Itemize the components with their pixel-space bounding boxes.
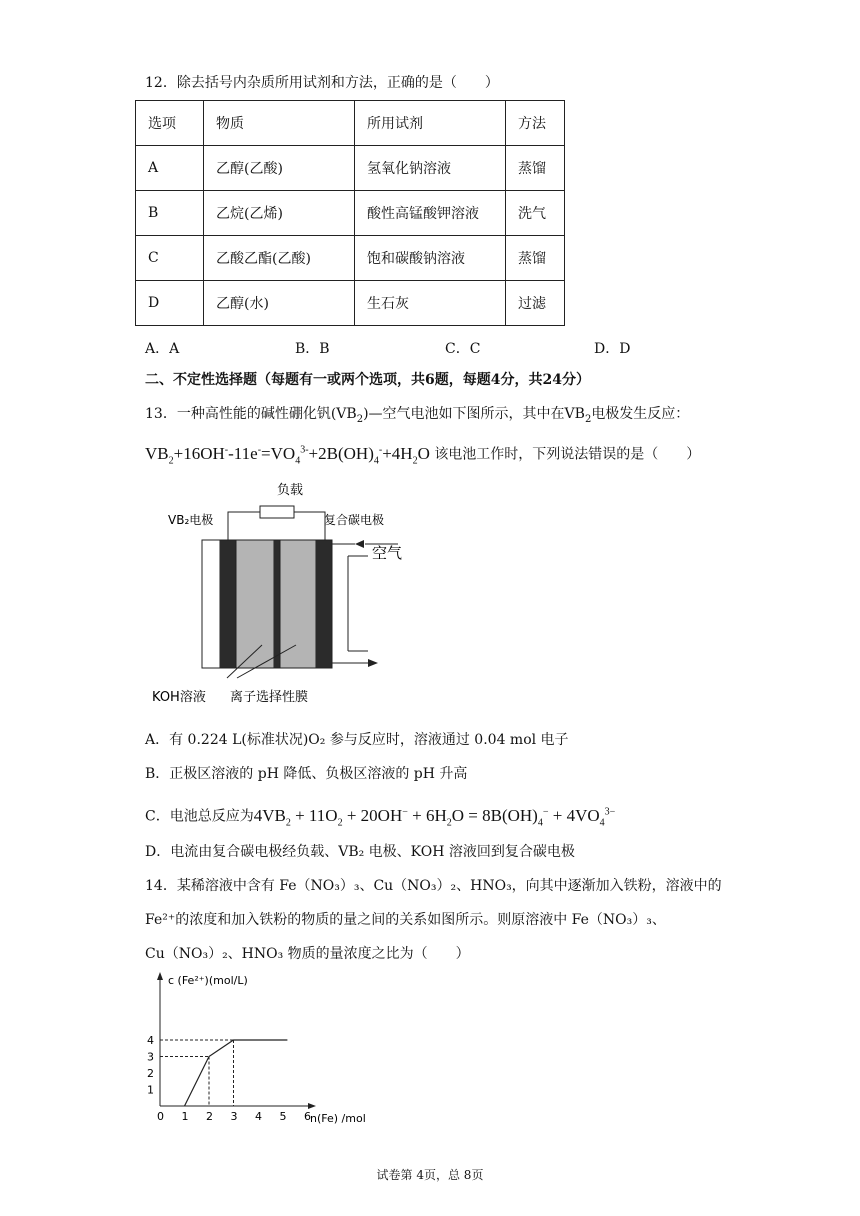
option-c[interactable]: C．C	[445, 341, 481, 357]
fe2-concentration-chart	[140, 966, 380, 1132]
table-cell: 乙醇(乙酸)	[204, 146, 355, 191]
q13-option-a[interactable]: A．有 0.224 L(标准状况)O₂ 参与反应时，溶液通过 0.04 mol 电子	[145, 732, 569, 748]
header-cell: 方法	[506, 101, 565, 146]
membrane-label: 离子选择性膜	[230, 690, 309, 705]
option-a[interactable]: A．A	[145, 341, 180, 357]
table-cell: A	[136, 146, 204, 191]
x-tick-label: 3	[230, 1110, 238, 1123]
page-footer: 试卷第 4页，总 8页	[376, 1168, 484, 1182]
table-cell: 氢氧化钠溶液	[355, 146, 506, 191]
table-row	[136, 146, 565, 191]
x-tick-label: 4	[255, 1110, 262, 1123]
table-cell: 过滤	[506, 281, 565, 326]
header-cell: 物质	[204, 101, 355, 146]
vb2-electrode	[220, 540, 236, 668]
q13-option-d[interactable]: D．电流由复合碳电极经负载、VB₂ 电极、KOH 溶液回到复合碳电极	[145, 844, 575, 860]
x-tick-label: 6	[304, 1110, 311, 1123]
table-cell: 乙醇(水)	[204, 281, 355, 326]
y-tick-label: 1	[147, 1083, 154, 1097]
section-heading: 二、不定性选择题（每题有一或两个选项，共6题，每题4分，共24分）	[145, 372, 590, 388]
q13-option-c[interactable]: C．电池总反应为$4VB_2 + 11O_2 + 20OH^- + 6H_2O = 8B(OH)_4^- + 4VO_4^{3-}$	[145, 805, 616, 829]
air-out-arrow	[368, 659, 378, 667]
table-cell: D	[136, 281, 204, 326]
table-row	[136, 281, 565, 326]
y-tick-label: 3	[147, 1050, 154, 1064]
q13-option-b[interactable]: B．正极区溶液的 pH 降低、负极区溶液的 pH 升高	[145, 766, 468, 782]
q14-stem-line1: 14．某稀溶液中含有 Fe（NO₃）₃、Cu（NO₃）₂、HNO₃，向其中逐渐加入铁粉，溶液中的	[145, 878, 722, 894]
table-cell: C	[136, 236, 204, 281]
x-tick-label: 2	[206, 1110, 213, 1123]
q12-stem: 12．除去括号内杂质所用试剂和方法，正确的是（ ）	[145, 75, 499, 91]
air-in-arrow	[355, 540, 364, 548]
x-tick-label: 1	[181, 1110, 189, 1123]
q12-table	[135, 100, 565, 326]
header-cell: 选项	[136, 101, 204, 146]
q13-stem: 13．一种高性能的碱性硼化钒$(VB_2)—$空气电池如下图所示，其中在$VB_2$电极发生反应：	[145, 406, 690, 425]
table-header-row	[136, 101, 565, 146]
carbon-electrode	[316, 540, 332, 668]
table-cell: 洗气	[506, 191, 565, 236]
load-resistor	[260, 506, 294, 518]
x-axis-label: n(Fe) /mol	[310, 1112, 366, 1125]
q14-stem-line2: Fe²⁺的浓度和加入铁粉的物质的量之间的关系如图所示。则原溶液中 Fe（NO₃）₃、	[145, 912, 666, 928]
table-cell: 乙酸乙酯(乙酸)	[204, 236, 355, 281]
carbon-electrode-label: 复合碳电极	[324, 513, 385, 527]
table-row	[136, 236, 565, 281]
y-tick-label: 4	[147, 1034, 154, 1047]
y-axis-label: c (Fe²⁺)(mol/L)	[168, 974, 248, 987]
x-tick-label: 0	[157, 1110, 164, 1123]
q13-equation-line: $VB_2+16OH^--11e^-=VO_4^{3-}+2B(OH)_4^-+4H_2O$ 该电池工作时，下列说法错误的是（ ）	[145, 443, 701, 467]
table-cell: 乙烷(乙烯)	[204, 191, 355, 236]
q14-stem-line3: Cu（NO₃）₂、HNO₃ 物质的量浓度之比为（ ）	[145, 946, 470, 962]
table-row	[136, 191, 565, 236]
table-cell: 酸性高锰酸钾溶液	[355, 191, 506, 236]
option-b[interactable]: B．B	[295, 341, 330, 357]
table-cell: 蒸馏	[506, 236, 565, 281]
y-axis-arrow	[157, 972, 163, 980]
electrode-equation: $VB_2+16OH^--11e^-=VO_4^{3-}+2B(OH)_4^-+4H_2O$	[145, 443, 430, 467]
load-label: 负载	[277, 483, 304, 498]
table-cell: 蒸馏	[506, 146, 565, 191]
koh-label: KOH溶液	[152, 690, 206, 705]
table-cell: 饱和碳酸钠溶液	[355, 236, 506, 281]
table-cell: 生石灰	[355, 281, 506, 326]
table-cell: B	[136, 191, 204, 236]
header-cell: 所用试剂	[355, 101, 506, 146]
vb2-electrode-label: VB₂电极	[168, 513, 214, 527]
x-axis-arrow	[308, 1103, 316, 1109]
battery-diagram	[150, 482, 430, 707]
total-reaction-equation: $4VB_2 + 11O_2 + 20OH^- + 6H_2O = 8B(OH)_4^- + 4VO_4^{3-}$	[253, 805, 616, 829]
y-tick-label: 2	[147, 1067, 154, 1080]
series-line	[185, 1040, 288, 1106]
ion-membrane	[274, 540, 280, 668]
x-tick-label: 5	[279, 1110, 287, 1123]
air-label: 空气	[372, 544, 403, 562]
option-d[interactable]: D．D	[594, 341, 631, 357]
